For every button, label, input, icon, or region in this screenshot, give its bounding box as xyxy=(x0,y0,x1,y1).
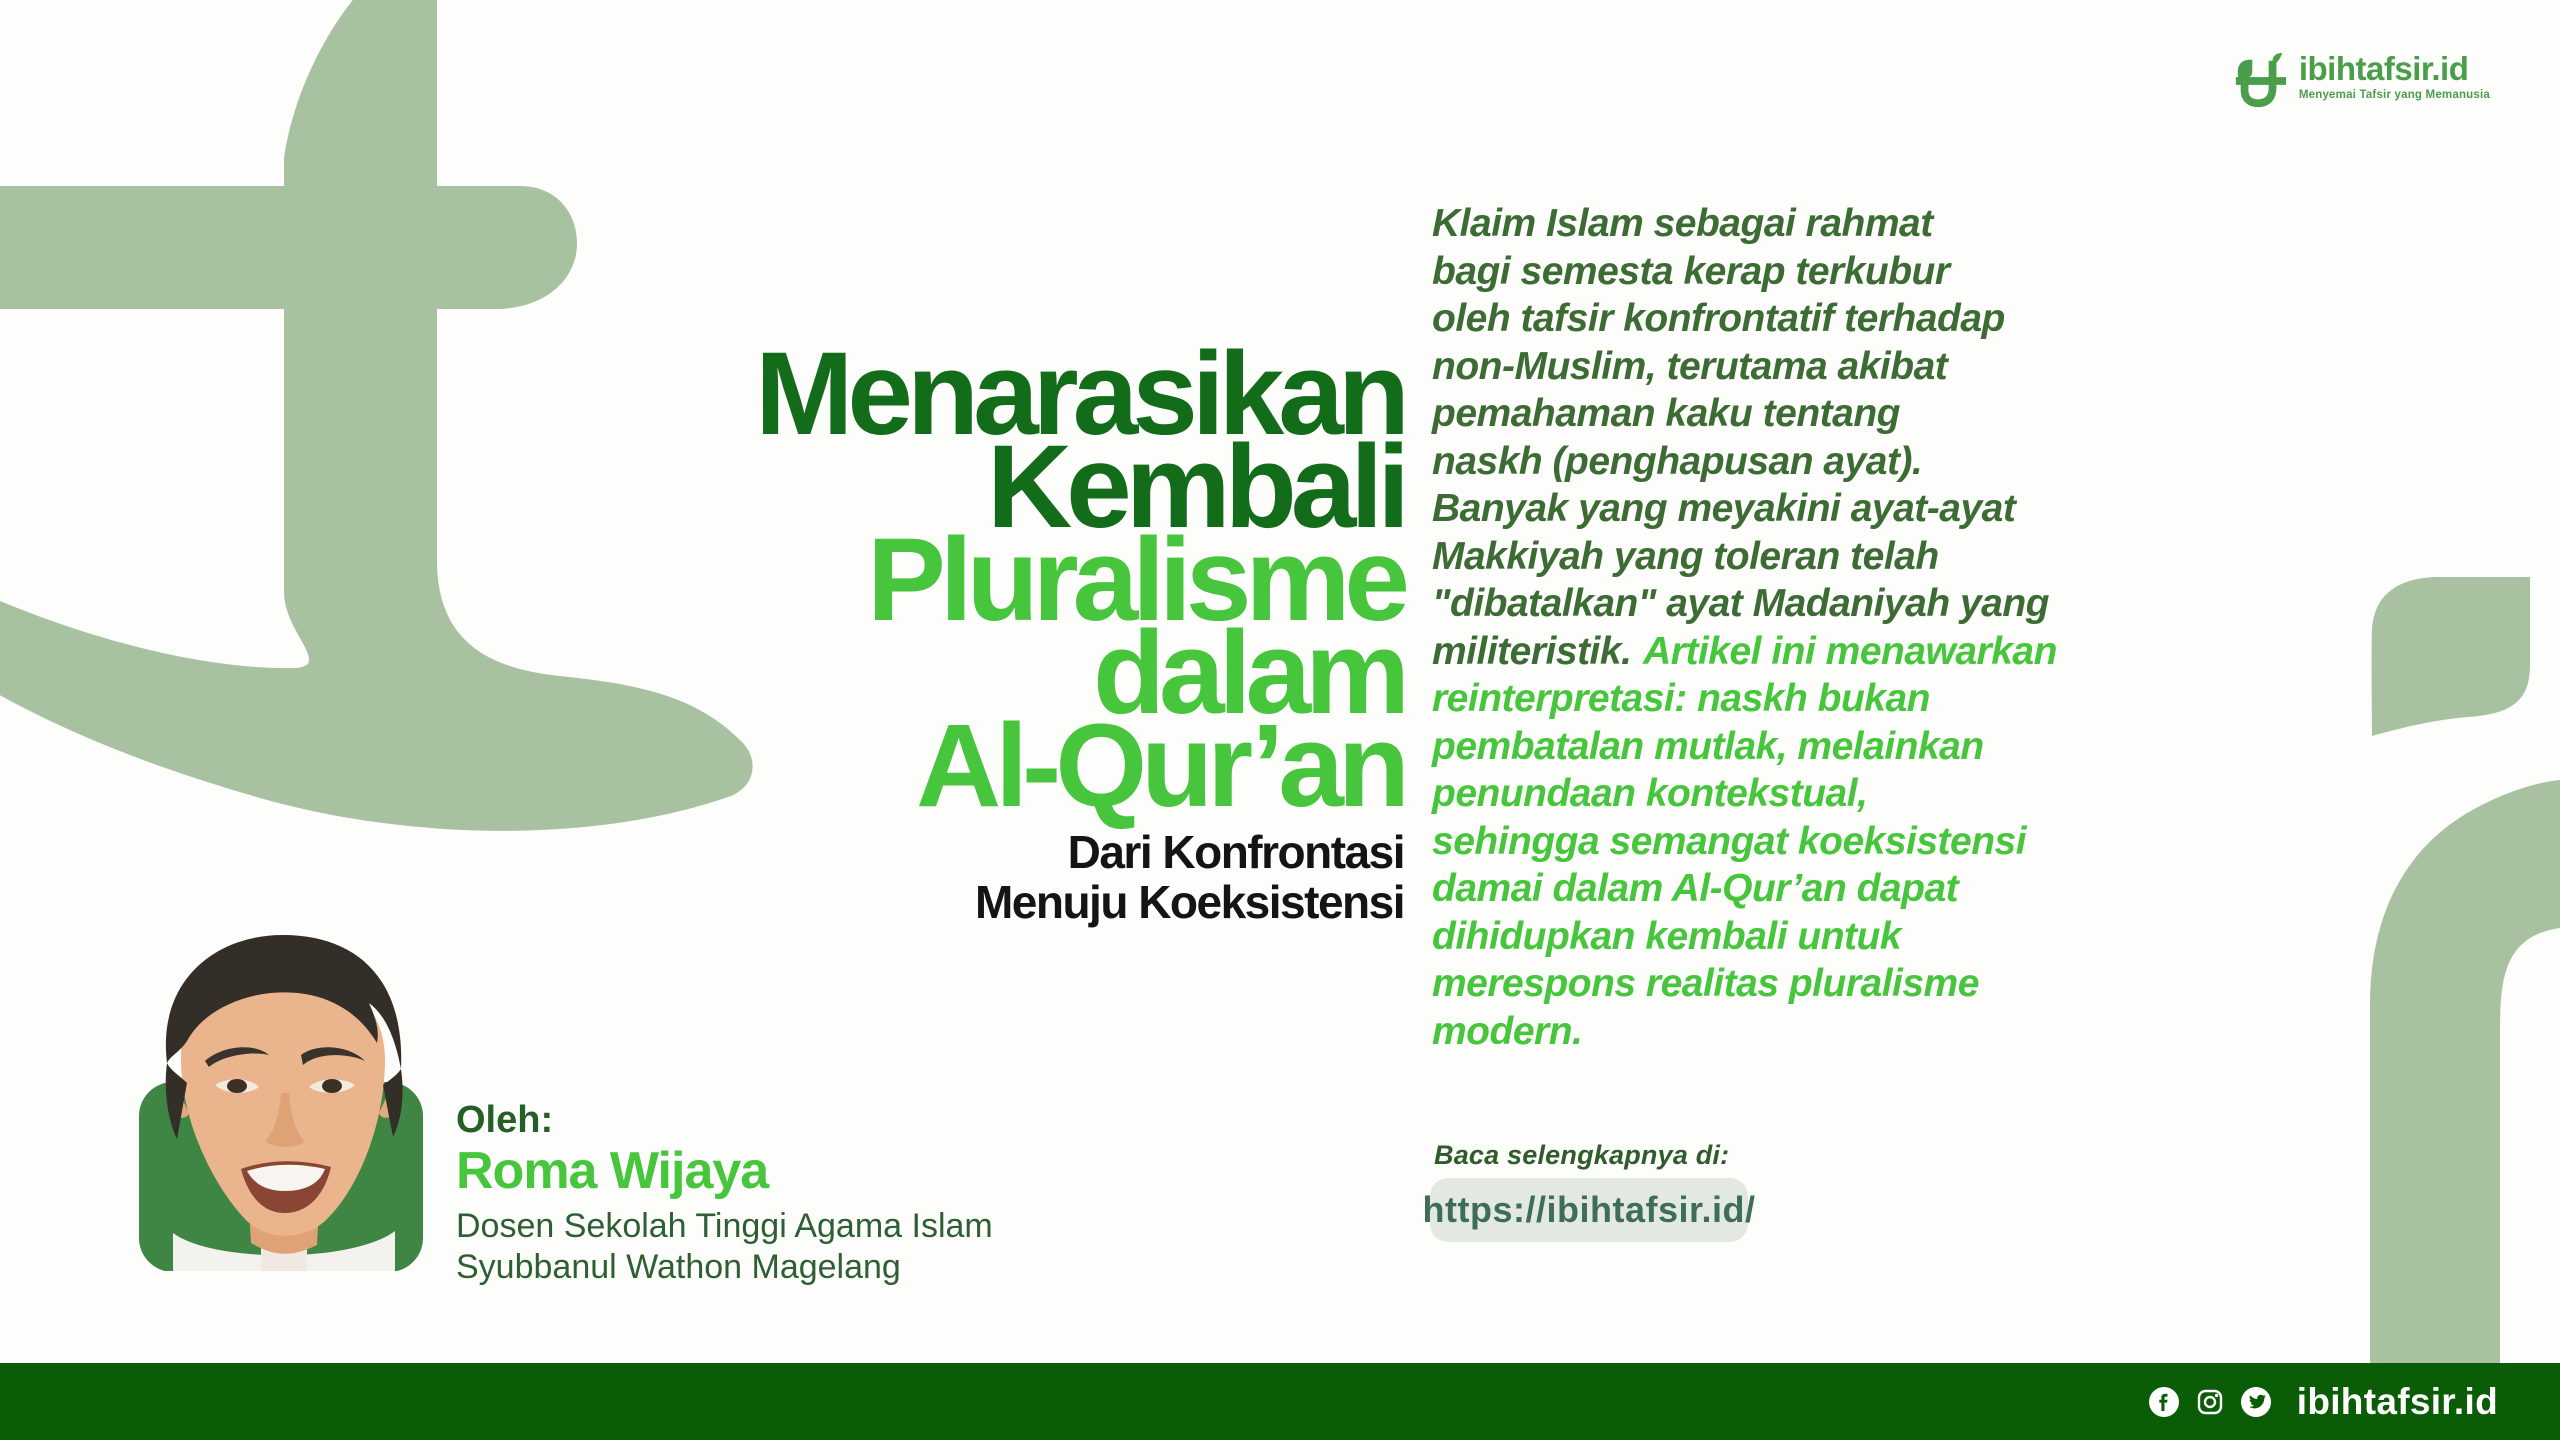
excerpt-line xyxy=(1432,628,2172,676)
article-excerpt xyxy=(1432,200,2172,1055)
author-prefix: Oleh: xyxy=(456,1099,554,1141)
excerpt-text-dark: militeristik. xyxy=(1432,629,1632,673)
headline-block xyxy=(544,328,1404,928)
headline-line: Menarasikan xyxy=(755,328,1404,460)
excerpt-text-dark: Makkiyah yang toleran telah xyxy=(1432,534,1939,578)
author-info xyxy=(456,1098,993,1288)
right-i-dot-leaf-shape xyxy=(2372,577,2530,736)
headline-line: Kembali xyxy=(986,421,1404,553)
author-portrait-illustration xyxy=(153,933,415,1271)
brand-logo-icon xyxy=(2231,52,2289,110)
brand-name: ibihtafsir.id xyxy=(2298,50,2469,87)
excerpt-line xyxy=(1432,295,2172,343)
excerpt-line xyxy=(1432,723,2172,771)
subtitle-line: Menuju Koeksistensi xyxy=(974,876,1404,928)
headline-line: Pluralisme xyxy=(867,514,1404,646)
excerpt-text-bright: pembatalan mutlak, melainkan xyxy=(1432,724,1984,768)
excerpt-text-bright: penundaan kontekstual, xyxy=(1432,772,1868,815)
brand-tagline: Menyemai Tafsir yang Memanusia xyxy=(2298,89,2490,101)
excerpt-text-bright: merespons realitas pluralisme xyxy=(1432,962,1979,1005)
author-name: Roma Wijaya xyxy=(456,1142,769,1200)
excerpt-line xyxy=(1432,200,2172,248)
excerpt-text-bright: modern. xyxy=(1432,1009,1583,1053)
author-affiliation xyxy=(456,1206,993,1288)
excerpt-text-dark: pemahaman kaku tentang xyxy=(1432,392,1900,435)
brand-logo-text xyxy=(2299,52,2490,101)
footer-bar xyxy=(0,1363,2560,1440)
footer-handle: ibihtafsir.id xyxy=(2296,1380,2498,1422)
brand-logo[interactable] xyxy=(2231,52,2490,110)
author-affiliation-line: Syubbanul Wathon Magelang xyxy=(456,1248,901,1286)
facebook-icon[interactable] xyxy=(2149,1387,2179,1417)
excerpt-line xyxy=(1432,390,2172,438)
excerpt-text-bright: dihidupkan kembali untuk xyxy=(1432,914,1902,958)
excerpt-line xyxy=(1432,438,2172,486)
excerpt-line xyxy=(1432,913,2172,961)
excerpt-line xyxy=(1432,485,2172,533)
headline-line: Al-Qur’an xyxy=(916,700,1404,832)
excerpt-text-bright: Artikel ini menawarkan xyxy=(1643,629,2057,673)
excerpt-text-dark: Klaim Islam sebagai rahmat xyxy=(1432,202,1933,245)
excerpt-line xyxy=(1432,1008,2172,1056)
excerpt-line xyxy=(1432,865,2172,913)
author-photo xyxy=(139,915,427,1271)
excerpt-line xyxy=(1432,533,2172,581)
excerpt-line xyxy=(1432,248,2172,296)
excerpt-text-bright: reinterpretasi: naskh bukan xyxy=(1432,677,1930,720)
article-url-button[interactable] xyxy=(1422,1178,1756,1242)
excerpt-text-dark: bagi semesta kerap terkubur xyxy=(1432,249,1950,293)
excerpt-line xyxy=(1432,770,2172,818)
excerpt-text-dark: "dibatalkan" ayat Madaniyah yang xyxy=(1432,582,2050,625)
excerpt-text-dark: oleh tafsir konfrontatif terhadap xyxy=(1432,297,2005,340)
excerpt-line xyxy=(1432,675,2172,723)
footer-content xyxy=(2149,1363,2498,1440)
headline-line: dalam xyxy=(1092,607,1404,739)
excerpt-line xyxy=(1432,818,2172,866)
excerpt-text-dark: Banyak yang meyakini ayat-ayat xyxy=(1432,487,2016,530)
left-t-stem-shape xyxy=(284,0,437,186)
subtitle-line: Dari Konfrontasi xyxy=(1067,826,1404,878)
excerpt-text-bright: damai dalam Al-Qur’an dapat xyxy=(1432,867,1959,910)
excerpt-line xyxy=(1432,343,2172,391)
excerpt-line xyxy=(1432,960,2172,1008)
excerpt-text-dark: naskh (penghapusan ayat). xyxy=(1432,439,1923,483)
excerpt-text-dark: non-Muslim, terutama akibat xyxy=(1432,344,1948,388)
read-more-label: Baca selengkapnya di: xyxy=(1434,1140,1730,1170)
headline-subtitle xyxy=(544,827,1404,927)
twitter-icon[interactable] xyxy=(2241,1387,2271,1417)
article-url-text: https://ibihtafsir.id/ xyxy=(1422,1189,1756,1230)
left-t-crossbar-shape xyxy=(0,186,577,309)
right-i-arch-shape xyxy=(2370,780,2560,1363)
excerpt-line xyxy=(1432,580,2172,628)
author-affiliation-line: Dosen Sekolah Tinggi Agama Islam xyxy=(456,1207,993,1245)
instagram-icon[interactable] xyxy=(2195,1387,2225,1417)
excerpt-text-bright: sehingga semangat koeksistensi xyxy=(1432,819,2027,863)
